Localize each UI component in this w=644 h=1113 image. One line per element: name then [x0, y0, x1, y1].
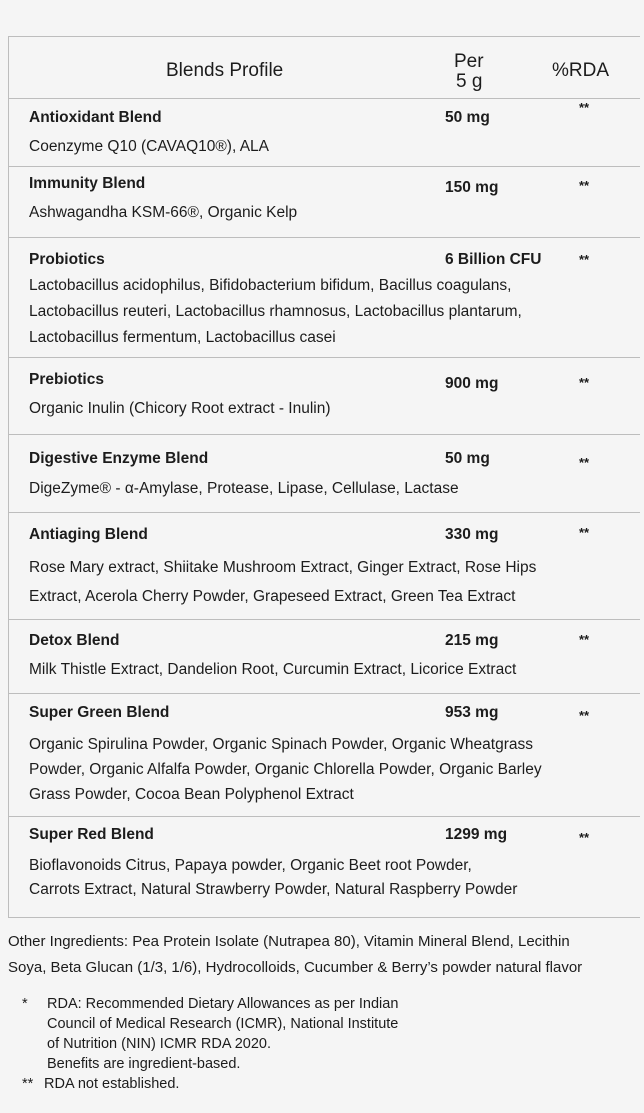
footnote-line: Council of Medical Research (ICMR), National Institute — [47, 1016, 399, 1032]
blends-table — [8, 36, 640, 918]
footnote-star2-marker: ** — [22, 1076, 34, 1092]
blend-rda: ** — [579, 252, 590, 267]
blend-amount: 215 mg — [445, 632, 499, 649]
table-row — [9, 694, 640, 817]
header-per-line2: 5 g — [456, 71, 483, 92]
blend-amount: 6 Billion CFU — [445, 251, 542, 268]
blend-name: Immunity Blend — [29, 175, 146, 192]
blend-amount: 953 mg — [445, 704, 499, 721]
header-per-line1: Per — [454, 51, 484, 72]
footnote-line: of Nutrition (NIN) ICMR RDA 2020. — [47, 1036, 272, 1052]
blend-ingredients — [29, 480, 589, 498]
ingredient-line: Lactobacillus acidophilus, Bifidobacterium bifidum, Bacillus coagulans, — [29, 277, 512, 294]
ingredient-line: Bioflavonoids Citrus, Papaya powder, Organic Beet root Powder, — [29, 857, 472, 874]
blend-ingredients — [29, 273, 589, 351]
footnote-line: Benefits are ingredient-based. — [47, 1056, 241, 1072]
footnote-star1-marker: * — [22, 996, 28, 1012]
blend-ingredients — [29, 138, 589, 156]
blend-rda: ** — [579, 178, 590, 193]
ingredient-line: Rose Mary extract, Shiitake Mushroom Extract, Ginger Extract, Rose Hips — [29, 559, 537, 576]
table-row — [9, 620, 640, 694]
other-ingredients-line: Soya, Beta Glucan (1/3, 1/6), Hydrocolloids, Cucumber & Berry’s powder natural flavor — [8, 959, 583, 976]
ingredient-line: Grass Powder, Cocoa Bean Polyphenol Extract — [29, 786, 354, 803]
blend-amount: 330 mg — [445, 526, 499, 543]
other-ingredients — [8, 929, 638, 981]
blend-rda: ** — [579, 525, 590, 540]
blend-ingredients — [29, 204, 589, 222]
table-row — [9, 513, 640, 620]
other-ingredients-line: Other Ingredients: Pea Protein Isolate (Nutrapea 80), Vitamin Mineral Blend, Lecithin — [8, 933, 570, 950]
blend-rda: ** — [579, 708, 590, 723]
header-rda: %RDA — [552, 60, 610, 81]
ingredient-line: Coenzyme Q10 (CAVAQ10®), ALA — [29, 138, 270, 155]
blend-rda: ** — [579, 830, 590, 845]
blend-amount: 50 mg — [445, 109, 490, 126]
table-row — [9, 99, 640, 167]
header-per-serving — [454, 52, 514, 92]
blend-rda: ** — [579, 100, 590, 115]
blend-name: Antioxidant Blend — [29, 109, 162, 126]
footnote-star2-text: RDA not established. — [44, 1076, 180, 1092]
blend-rda: ** — [579, 632, 590, 647]
blend-ingredients — [29, 661, 589, 679]
blend-rda: ** — [579, 375, 590, 390]
table-header — [9, 37, 640, 99]
blend-name: Prebiotics — [29, 371, 104, 388]
ingredient-line: Organic Inulin (Chicory Root extract - Inulin) — [29, 400, 331, 417]
ingredient-line: Lactobacillus reuteri, Lactobacillus rhamnosus, Lactobacillus plantarum, — [29, 303, 522, 320]
blend-name: Detox Blend — [29, 632, 120, 649]
footnote-line: RDA: Recommended Dietary Allowances as per Indian — [47, 996, 399, 1012]
header-blends-profile: Blends Profile — [166, 60, 284, 81]
blend-amount: 900 mg — [445, 375, 499, 392]
blend-amount: 150 mg — [445, 179, 499, 196]
blend-name: Super Green Blend — [29, 704, 170, 721]
blend-ingredients — [29, 732, 589, 807]
ingredient-line: Lactobacillus fermentum, Lactobacillus casei — [29, 329, 336, 346]
blend-ingredients — [29, 553, 589, 611]
ingredient-line: Ashwagandha KSM-66®, Organic Kelp — [29, 204, 298, 221]
blend-name: Digestive Enzyme Blend — [29, 450, 209, 467]
ingredient-line: Organic Spirulina Powder, Organic Spinach Powder, Organic Wheatgrass — [29, 736, 533, 753]
blend-name: Probiotics — [29, 251, 105, 268]
blend-name: Antiaging Blend — [29, 526, 148, 543]
blend-rda: ** — [579, 455, 590, 470]
blend-amount: 1299 mg — [445, 826, 508, 843]
footnote-star1-text — [47, 994, 398, 1074]
table-row — [9, 358, 640, 435]
table-row — [9, 817, 640, 917]
ingredient-line: Powder, Organic Alfalfa Powder, Organic Chlorella Powder, Organic Barley — [29, 761, 542, 778]
blend-ingredients — [29, 400, 589, 418]
table-row — [9, 435, 640, 513]
blend-amount: 50 mg — [445, 450, 490, 467]
table-row — [9, 238, 640, 358]
table-row — [9, 167, 640, 238]
blend-ingredients — [29, 854, 589, 902]
ingredient-line: Carrots Extract, Natural Strawberry Powder, Natural Raspberry Powder — [29, 881, 518, 898]
blend-name: Super Red Blend — [29, 826, 154, 843]
ingredient-line: Extract, Acerola Cherry Powder, Grapeseed Extract, Green Tea Extract — [29, 588, 516, 605]
ingredient-line: DigeZyme® - α-Amylase, Protease, Lipase, Cellulase, Lactase — [29, 480, 459, 497]
ingredient-line: Milk Thistle Extract, Dandelion Root, Curcumin Extract, Licorice Extract — [29, 661, 517, 678]
